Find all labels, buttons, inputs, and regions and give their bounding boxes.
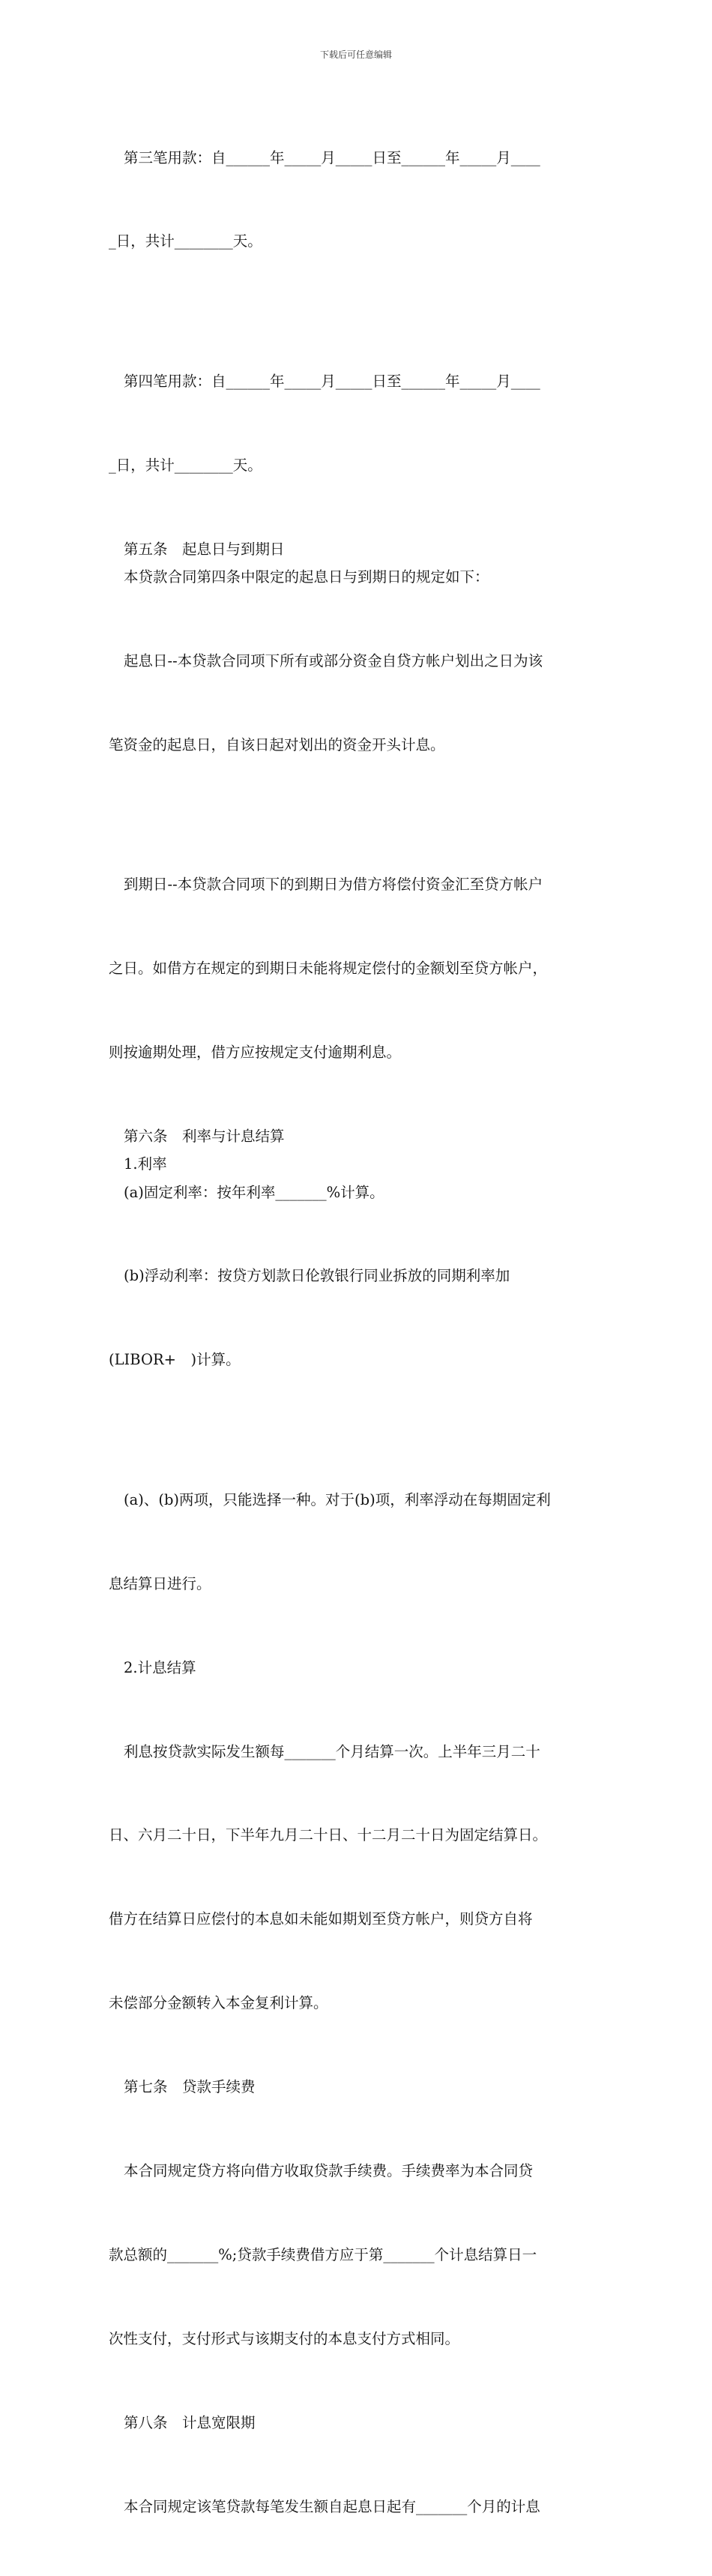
paragraph-third-draw <box>109 88 607 311</box>
text-line: (a)、(b)两项，只能选择一种。对于(b)项，利率浮动在每期固定利 <box>124 1490 551 1508</box>
text-line: 日、六月二十日，下半年九月二十日、十二月二十日为固定结算日。 <box>109 1826 548 1844</box>
article-6-heading: 第六条 利率与计息结算 <box>124 1127 285 1145</box>
text-line: 借方在结算日应偿付的本息如未能如期划至贷方帐户，则贷方自将 <box>109 1910 533 1928</box>
text-line: 息结算日进行。 <box>109 1574 211 1592</box>
text-line: 笔资金的起息日，自该日起对划出的资金开头计息。 <box>109 735 445 753</box>
text-line: 则按逾期处理，借方应按规定支付逾期利息。 <box>109 1044 402 1062</box>
text-line: 本合同规定贷方将向借方收取贷款手续费。手续费率为本合同贷 <box>124 2161 534 2179</box>
page-header-note: 下载后可任意编辑 <box>319 49 392 60</box>
paragraph-floating-rate <box>109 1206 607 1430</box>
paragraph-article-5-intro: 本贷款合同第四条中限定的起息日与到期日的规定如下： <box>124 568 489 586</box>
paragraph-grace-period <box>109 2437 607 2576</box>
text-line: 之日。如借方在规定的到期日未能将规定偿付的金额划至贷方帐户， <box>109 960 548 978</box>
text-line: _日，共计________天。 <box>109 456 262 474</box>
article-8-heading: 第八条 计息宽限期 <box>124 2413 256 2431</box>
paragraph-settlement-terms <box>109 1682 607 2073</box>
text-line: _日，共计________天。 <box>109 232 262 250</box>
text-line: (LIBOR+ )计算。 <box>109 1351 241 1369</box>
text-line: 第三笔用款：自______年_____月_____日至______年_____月____ <box>124 148 540 166</box>
paragraph-loan-fee <box>109 2101 607 2408</box>
paragraph-fixed-rate: (a)固定利率：按年利率_______%计算。 <box>124 1183 384 1201</box>
paragraph-rate-choice <box>109 1430 607 1653</box>
text-line: 第四笔用款：自______年_____月_____日至______年_____月____ <box>124 372 540 390</box>
text-line: 款总额的_______%;贷款手续费借方应于第_______个计息结算日一 <box>109 2245 537 2263</box>
article-5-heading: 第五条 起息日与到期日 <box>124 540 285 558</box>
text-line: 到期日--本贷款合同项下的到期日为借方将偿付资金汇至贷方帐户 <box>124 876 543 894</box>
paragraph-value-date <box>109 591 607 814</box>
text-line: 未偿部分金额转入本金复利计算。 <box>109 1994 328 2012</box>
text-line: 起息日--本贷款合同项下所有或部分资金自贷方帐户划出之日为该 <box>124 651 543 669</box>
document-body <box>109 88 607 2576</box>
text-line: 本合同规定该笔贷款每笔发生额自起息日起有_______个月的计息 <box>124 2497 540 2515</box>
paragraph-maturity-date <box>109 815 607 1122</box>
section-interest-rate: 1.利率 <box>124 1155 167 1173</box>
paragraph-fourth-draw <box>109 311 607 535</box>
article-7-heading: 第七条 贷款手续费 <box>124 2078 256 2096</box>
text-line: 次性支付，支付形式与该期支付的本息支付方式相同。 <box>109 2329 460 2347</box>
text-line: 利息按贷款实际发生额每_______个月结算一次。上半年三月二十 <box>124 1742 540 1760</box>
section-interest-settlement: 2.计息结算 <box>124 1658 196 1676</box>
text-line: (b)浮动利率：按贷方划款日伦敦银行同业拆放的同期利率加 <box>124 1267 510 1285</box>
